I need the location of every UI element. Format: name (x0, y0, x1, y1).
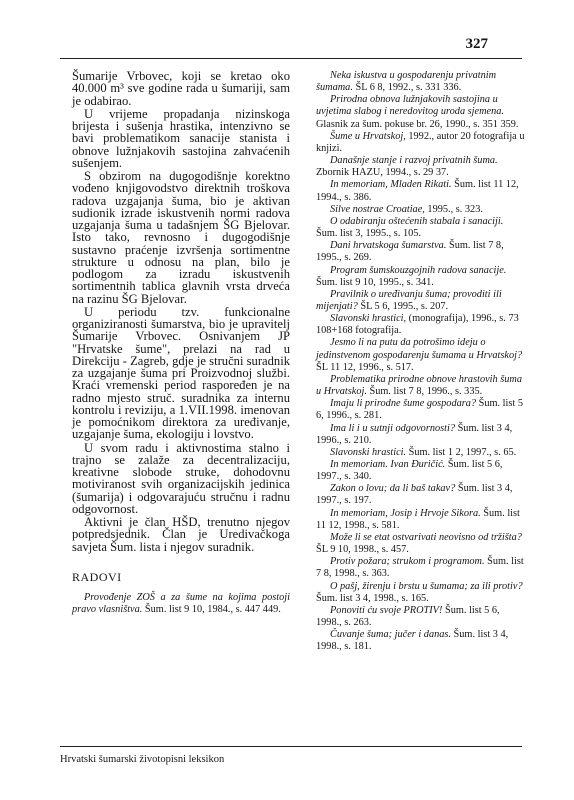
reference-title: Čuvanje šuma; jučer i danas. (330, 629, 451, 641)
reference-entry (316, 508, 526, 532)
reference-entry (316, 337, 526, 373)
header-rule (60, 58, 522, 59)
reference-entry (72, 592, 290, 616)
reference-entry (316, 423, 526, 447)
reference-source: ŠL 11 12, 1996., s. 517. (316, 361, 414, 373)
reference-title: Dani hrvatskoga šumarstva. (330, 240, 447, 252)
reference-source: 1995., s. 323. (424, 203, 483, 215)
reference-source: Šum. list 3 4, 1997., s. 197. (316, 483, 513, 507)
reference-title: Prirodna obnova lužnjakovih sastojina u uvjetima slabog i neredovitog uroda sjemena. (316, 94, 504, 118)
reference-title: Neka iskustva u gospodarenju privatnim šumama. (316, 70, 497, 94)
body-paragraph: Šumarije Vrbovec, koji se kretao oko 40.000 m³ sve godine rada u šumariji, sam je odabirao. (72, 69, 290, 108)
reference-entry (316, 398, 526, 422)
reference-source: Šum. list 3 4, 1998., s. 181. (316, 629, 509, 653)
reference-entry (316, 289, 526, 313)
reference-entry (316, 179, 526, 203)
reference-title: Slavonski hrastici. (330, 446, 407, 458)
reference-title: Problematika prirodne obnove hrastovih šuma u Hrvatskoj. (316, 373, 522, 398)
reference-entry (316, 532, 526, 556)
reference-title: In memoriam, Josip i Hrvoje Sikora. (330, 507, 481, 519)
reference-title: Protiv požara; strukom i programom. (330, 556, 485, 568)
reference-source: Zbornik HAZU, 1994., s. 29 37. (316, 167, 449, 179)
reference-title: In memoriam, Mladen Rikati. (330, 179, 452, 191)
reference-title: Jesmo li na putu da potrošimo ideju o jedinstvenom gospodarenju šumama u Hrvatskoj? (316, 337, 523, 361)
body-paragraph: U periodu tzv. funkcionalne organiziranosti šumarstva, bio je upravitelj Šumarije Vrbovec. Osnivanjem JP "Hrvatske šume", prelazi na rad u Direkciju - Zagreb, gdje je stručni suradnik za uzgajanje šuma pri Proizvodnoj službi. Kraći vremenski period raspoređen je na radno mjesto struč. suradnika za internu kontrolu i reviziju, a 1.VII.1998. imenovan je pomoćnikom direktora za uređivanje, uzgajanje šuma, ekologiju i lovstvo. (72, 304, 290, 442)
reference-source: Šum. list 7 8, 1996., s. 335. (366, 386, 483, 398)
reference-entry (316, 629, 526, 653)
right-column-references (316, 70, 526, 654)
reference-source: Šum. list 11 12, 1998., s. 581. (316, 507, 520, 531)
footer-title: Hrvatski šumarski životopisni leksikon (60, 754, 225, 765)
reference-source: Šum. list 7 8, 1995., s. 269. (316, 240, 504, 264)
reference-entry (316, 483, 526, 507)
reference-entry (316, 313, 526, 337)
reference-entry (316, 216, 526, 240)
reference-title: Zakon o lovu; da li baš takav? (330, 483, 456, 495)
reference-source: Šum. list 3 4, 1996., s. 210. (316, 422, 513, 446)
reference-source: Šum. list 5 6, 1998., s. 263. (316, 604, 500, 629)
reference-entry (316, 605, 526, 629)
reference-source: Šum. list 11 12, 1994., s. 386. (316, 179, 519, 203)
section-title: RADOVI (72, 569, 122, 584)
body-paragraph: Aktivni je član HŠD, trenutno njegov potpredsjednik. Član je Uredivačkoga savjeta Šum. lista i njegov suradnik. (72, 515, 290, 554)
reference-source: ŠL 9 10, 1998., s. 457. (316, 544, 409, 556)
footer-rule (60, 746, 522, 747)
reference-title: Može li se etat ostvarivati neovisno od tržišta? (330, 531, 522, 543)
body-paragraph: S obzirom na dugogodišnje korektno vođeno knjigovodstvo direktnih troškova radova uzgajanja šuma, bio je aktivan sudionik izrade iskustvenih normi radova uzgajanja šuma u tadašnjem ŠG Bjelovar. Isto tako, revnosno i dugogodišnje sustavno praćenje izvršenja sortimentne strukture u odnosu na plan, bilo je podlogom za izradu iskustvenih sortimentnih tablica glavnih vrsta drveća na razinu ŠG Bjelovar. (72, 169, 290, 306)
reference-source: (monografija), 1996., s. 73 108+168 fotografija. (316, 313, 519, 337)
reference-source: Šum. list 7 8, 1998., s. 363. (316, 556, 524, 580)
reference-title: Provođenje ZOŠ a za šume na kojima postoji pravo vlasništva. (72, 592, 290, 616)
reference-title: O pašj, žirenju i brstu u šumama; za ili protiv? (330, 580, 523, 592)
reference-source: Šum. list 9 10, 1984., s. 447 449. (142, 604, 281, 616)
reference-entry (316, 459, 526, 483)
reference-entry (316, 447, 526, 459)
body-paragraph: U vrijeme propadanja nizinskoga brijesta i sušenja hrastika, intenzivno se bavi problematikom sanacije stanista i obnove lužnjakovih sastojina zahvaćenih sušenjem. (72, 106, 290, 170)
reference-title: Šume u Hrvatskoj, (330, 130, 406, 142)
page-number: 327 (465, 36, 488, 52)
reference-entry (316, 70, 526, 94)
reference-title: Današnje stanje i razvoj privatnih šuma. (330, 155, 498, 167)
reference-entry (316, 240, 526, 264)
reference-source: Šum. list 3 4, 1998., s. 165. (316, 592, 429, 604)
reference-title: Pravilnik o uređivanju šuma; provoditi ili mijenjati? (316, 288, 502, 312)
reference-source: Šum. list 5 6, 1997., s. 340. (316, 459, 503, 483)
reference-title: Silve nostrae Croatiae, (330, 203, 425, 215)
reference-entry (316, 556, 526, 580)
reference-source: ŠL 6 8, 1992., s. 331 336. (352, 82, 462, 94)
reference-entry (316, 94, 526, 130)
reference-title: Imaju li prirodne šume gospodara? (330, 398, 477, 410)
reference-entry (316, 265, 526, 289)
reference-source: Šum. list 5 6, 1996., s. 281. (316, 398, 523, 422)
reference-title: Ponoviti ću svoje PROTIV! (330, 604, 443, 616)
reference-source: Šum. list 1 2, 1997., s. 65. (406, 446, 517, 458)
reference-entry (316, 155, 526, 179)
left-column (72, 70, 290, 616)
reference-entry (316, 581, 526, 605)
reference-title: Ima li i u sutnji odgovornosti? (330, 422, 455, 434)
reference-entry (316, 131, 526, 155)
reference-source: Glasnik za šum. pokuse br. 26, 1990., s. 351 359. (316, 118, 519, 130)
reference-source: ŠL 5 6, 1995., s. 207. (357, 300, 449, 312)
reference-title: In memoriam. Ivan Đuričić. (330, 459, 446, 470)
reference-source: Šum. list 9 10, 1995., s. 341. (316, 276, 434, 288)
reference-entry (316, 204, 526, 216)
reference-title: Slavonski hrastici, (330, 313, 407, 325)
reference-title: O odabiranju oštećenih stabala i sanaciji. (330, 215, 504, 227)
reference-source: Šum. list 3, 1995., s. 105. (316, 228, 421, 240)
body-paragraph: U svom radu i aktivnostima stalno i trajno se zalaže za decentralizaciju, kreativne slobode struke, dohodovnu motiviranost svih organizacijskih jedinica (šumarija) i odgovarajuću stručnu i radnu odgovornost. (72, 440, 290, 516)
reference-title: Program šumskouzgojnih radova sanacije. (330, 264, 507, 276)
reference-entry (316, 374, 526, 398)
reference-source: 1992., autor 20 fotografija u knjizi. (316, 130, 525, 154)
